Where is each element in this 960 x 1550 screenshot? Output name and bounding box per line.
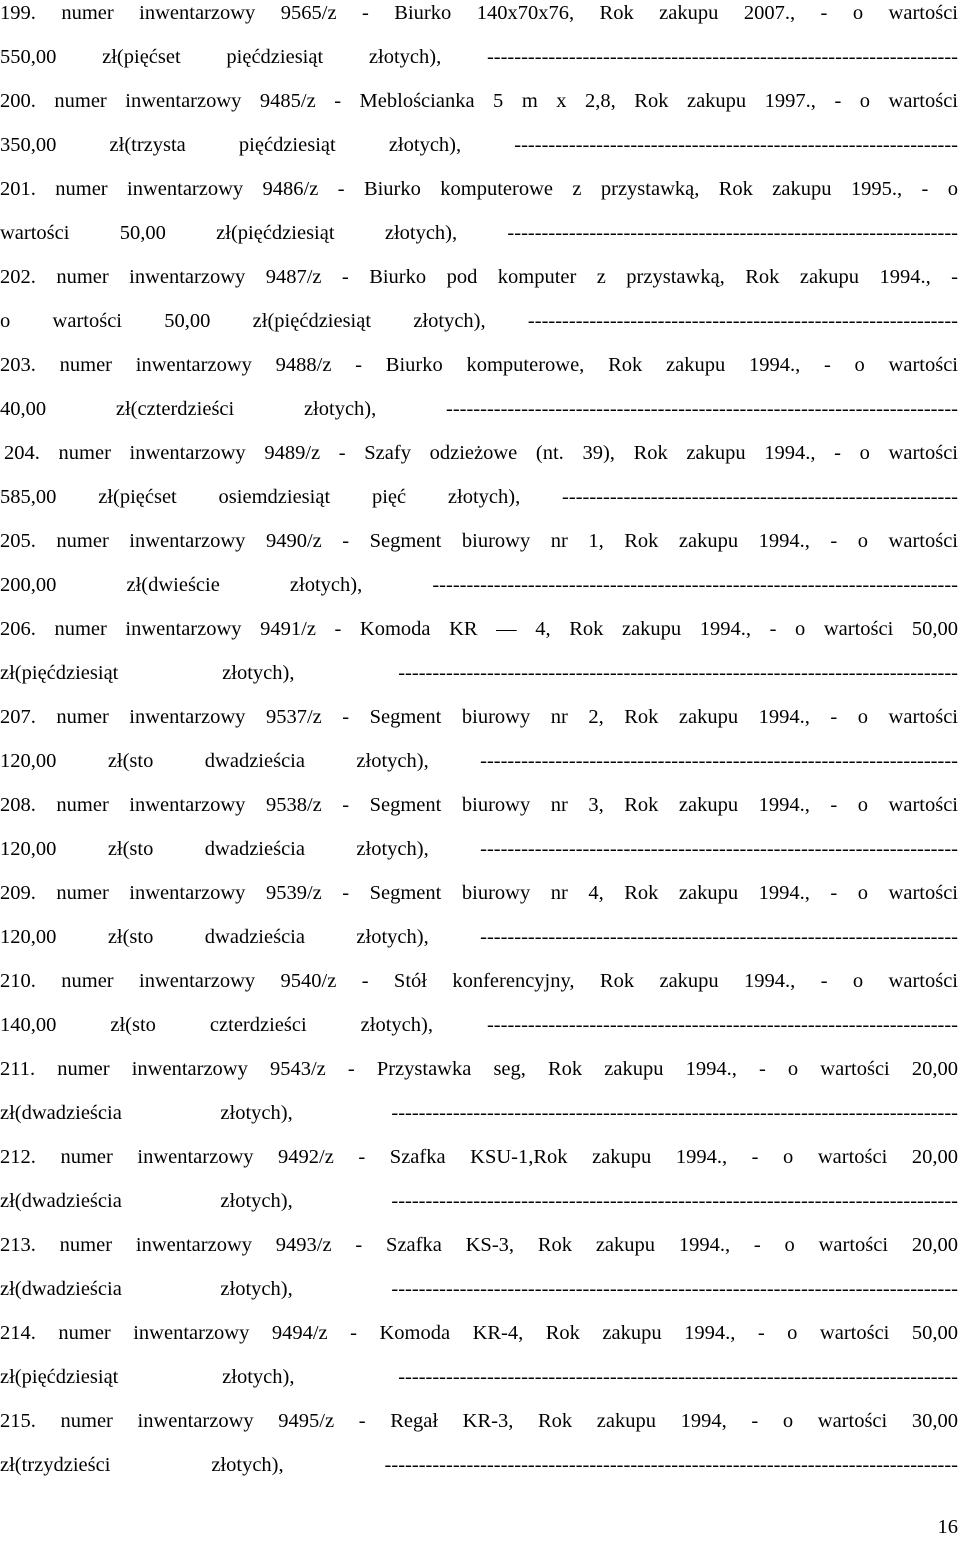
entry-line: 215. numer inwentarzowy 9495/z - Regał KR-3, Rok zakupu 1994, - o wartości 30,00 (0, 1410, 958, 1432)
entry-line: 209. numer inwentarzowy 9539/z - Segment biurowy nr 4, Rok zakupu 1994., - o wartości (0, 882, 958, 904)
entry-line: 204. numer inwentarzowy 9489/z - Szafy odzieżowe (nt. 39), Rok zakupu 1994., - o wartości (4, 442, 958, 464)
entry-line: zł(trzydzieści złotych), ------------------------------------------------------------------------------------ (0, 1454, 958, 1476)
list-item (0, 431, 960, 519)
list-item (0, 1135, 960, 1223)
entry-line: 206. numer inwentarzowy 9491/z - Komoda KR — 4, Rok zakupu 1994., - o wartości 50,00 (0, 618, 958, 640)
entry-line: 207. numer inwentarzowy 9537/z - Segment biurowy nr 2, Rok zakupu 1994., - o wartości (0, 706, 958, 728)
list-item (0, 1311, 960, 1399)
entry-line: 140,00 zł(sto czterdzieści złotych), --------------------------------------------------------------------- (0, 1014, 958, 1036)
page-number: 16 (937, 1516, 958, 1538)
entry-line: 210. numer inwentarzowy 9540/z - Stół konferencyjny, Rok zakupu 1994., - o wartości (0, 970, 958, 992)
entry-line: 213. numer inwentarzowy 9493/z - Szafka KS-3, Rok zakupu 1994., - o wartości 20,00 (0, 1234, 958, 1256)
list-item (0, 255, 960, 343)
entry-line: 201. numer inwentarzowy 9486/z - Biurko komputerowe z przystawką, Rok zakupu 1995., - o (0, 178, 958, 200)
entry-line: 214. numer inwentarzowy 9494/z - Komoda KR-4, Rok zakupu 1994., - o wartości 50,00 (0, 1322, 958, 1344)
entry-line: 199. numer inwentarzowy 9565/z - Biurko 140x70x76, Rok zakupu 2007., - o wartości (0, 2, 958, 24)
entry-line: 203. numer inwentarzowy 9488/z - Biurko komputerowe, Rok zakupu 1994., - o wartości (0, 354, 958, 376)
entry-line: 208. numer inwentarzowy 9538/z - Segment biurowy nr 3, Rok zakupu 1994., - o wartości (0, 794, 958, 816)
entry-line: zł(dwadzieścia złotych), ----------------------------------------------------------------------------------- (0, 1190, 958, 1212)
list-item (0, 343, 960, 431)
list-item (0, 783, 960, 871)
entry-line: zł(dwadzieścia złotych), ----------------------------------------------------------------------------------- (0, 1278, 958, 1300)
list-item (0, 1399, 960, 1487)
entry-line: 212. numer inwentarzowy 9492/z - Szafka KSU-1,Rok zakupu 1994., - o wartości 20,00 (0, 1146, 958, 1168)
entry-line: zł(pięćdziesiąt złotych), ---------------------------------------------------------------------------------- (0, 1366, 958, 1388)
list-item (0, 79, 960, 167)
entry-line: 200. numer inwentarzowy 9485/z - Meblościanka 5 m x 2,8, Rok zakupu 1997., - o wartości (0, 90, 958, 112)
entry-line: zł(dwadzieścia złotych), ----------------------------------------------------------------------------------- (0, 1102, 958, 1124)
entry-line: 200,00 zł(dwieście złotych), ----------------------------------------------------------------------------- (0, 574, 958, 596)
entry-line: 211. numer inwentarzowy 9543/z - Przystawka seg, Rok zakupu 1994., - o wartości 20,00 (0, 1058, 958, 1080)
entry-line: 350,00 zł(trzysta pięćdziesiąt złotych), ----------------------------------------------------------------- (0, 134, 958, 156)
entry-line: o wartości 50,00 zł(pięćdziesiąt złotych), --------------------------------------------------------------- (0, 310, 958, 332)
list-item (0, 0, 960, 79)
list-item (0, 871, 960, 959)
list-item (0, 519, 960, 607)
list-item (0, 1047, 960, 1135)
list-item (0, 167, 960, 255)
entry-line: 205. numer inwentarzowy 9490/z - Segment biurowy nr 1, Rok zakupu 1994., - o wartości (0, 530, 958, 552)
list-item (0, 695, 960, 783)
list-item (0, 1223, 960, 1311)
entry-line: 120,00 zł(sto dwadzieścia złotych), ---------------------------------------------------------------------- (0, 838, 958, 860)
entry-line: 120,00 zł(sto dwadzieścia złotych), ---------------------------------------------------------------------- (0, 926, 958, 948)
entry-line: 202. numer inwentarzowy 9487/z - Biurko pod komputer z przystawką, Rok zakupu 1994., - (0, 266, 958, 288)
entry-line: 120,00 zł(sto dwadzieścia złotych), ---------------------------------------------------------------------- (0, 750, 958, 772)
entry-line: 40,00 zł(czterdzieści złotych), --------------------------------------------------------------------------- (0, 398, 958, 420)
entry-line: zł(pięćdziesiąt złotych), ---------------------------------------------------------------------------------- (0, 662, 958, 684)
list-item (0, 607, 960, 695)
entry-line: 550,00 zł(pięćset pięćdziesiąt złotych), --------------------------------------------------------------------- (0, 46, 958, 68)
entry-line: 585,00 zł(pięćset osiemdziesiąt pięć złotych), ---------------------------------------------------------- (0, 486, 958, 508)
entry-line: wartości 50,00 zł(pięćdziesiąt złotych), ------------------------------------------------------------------ (0, 222, 958, 244)
list-item (0, 959, 960, 1047)
